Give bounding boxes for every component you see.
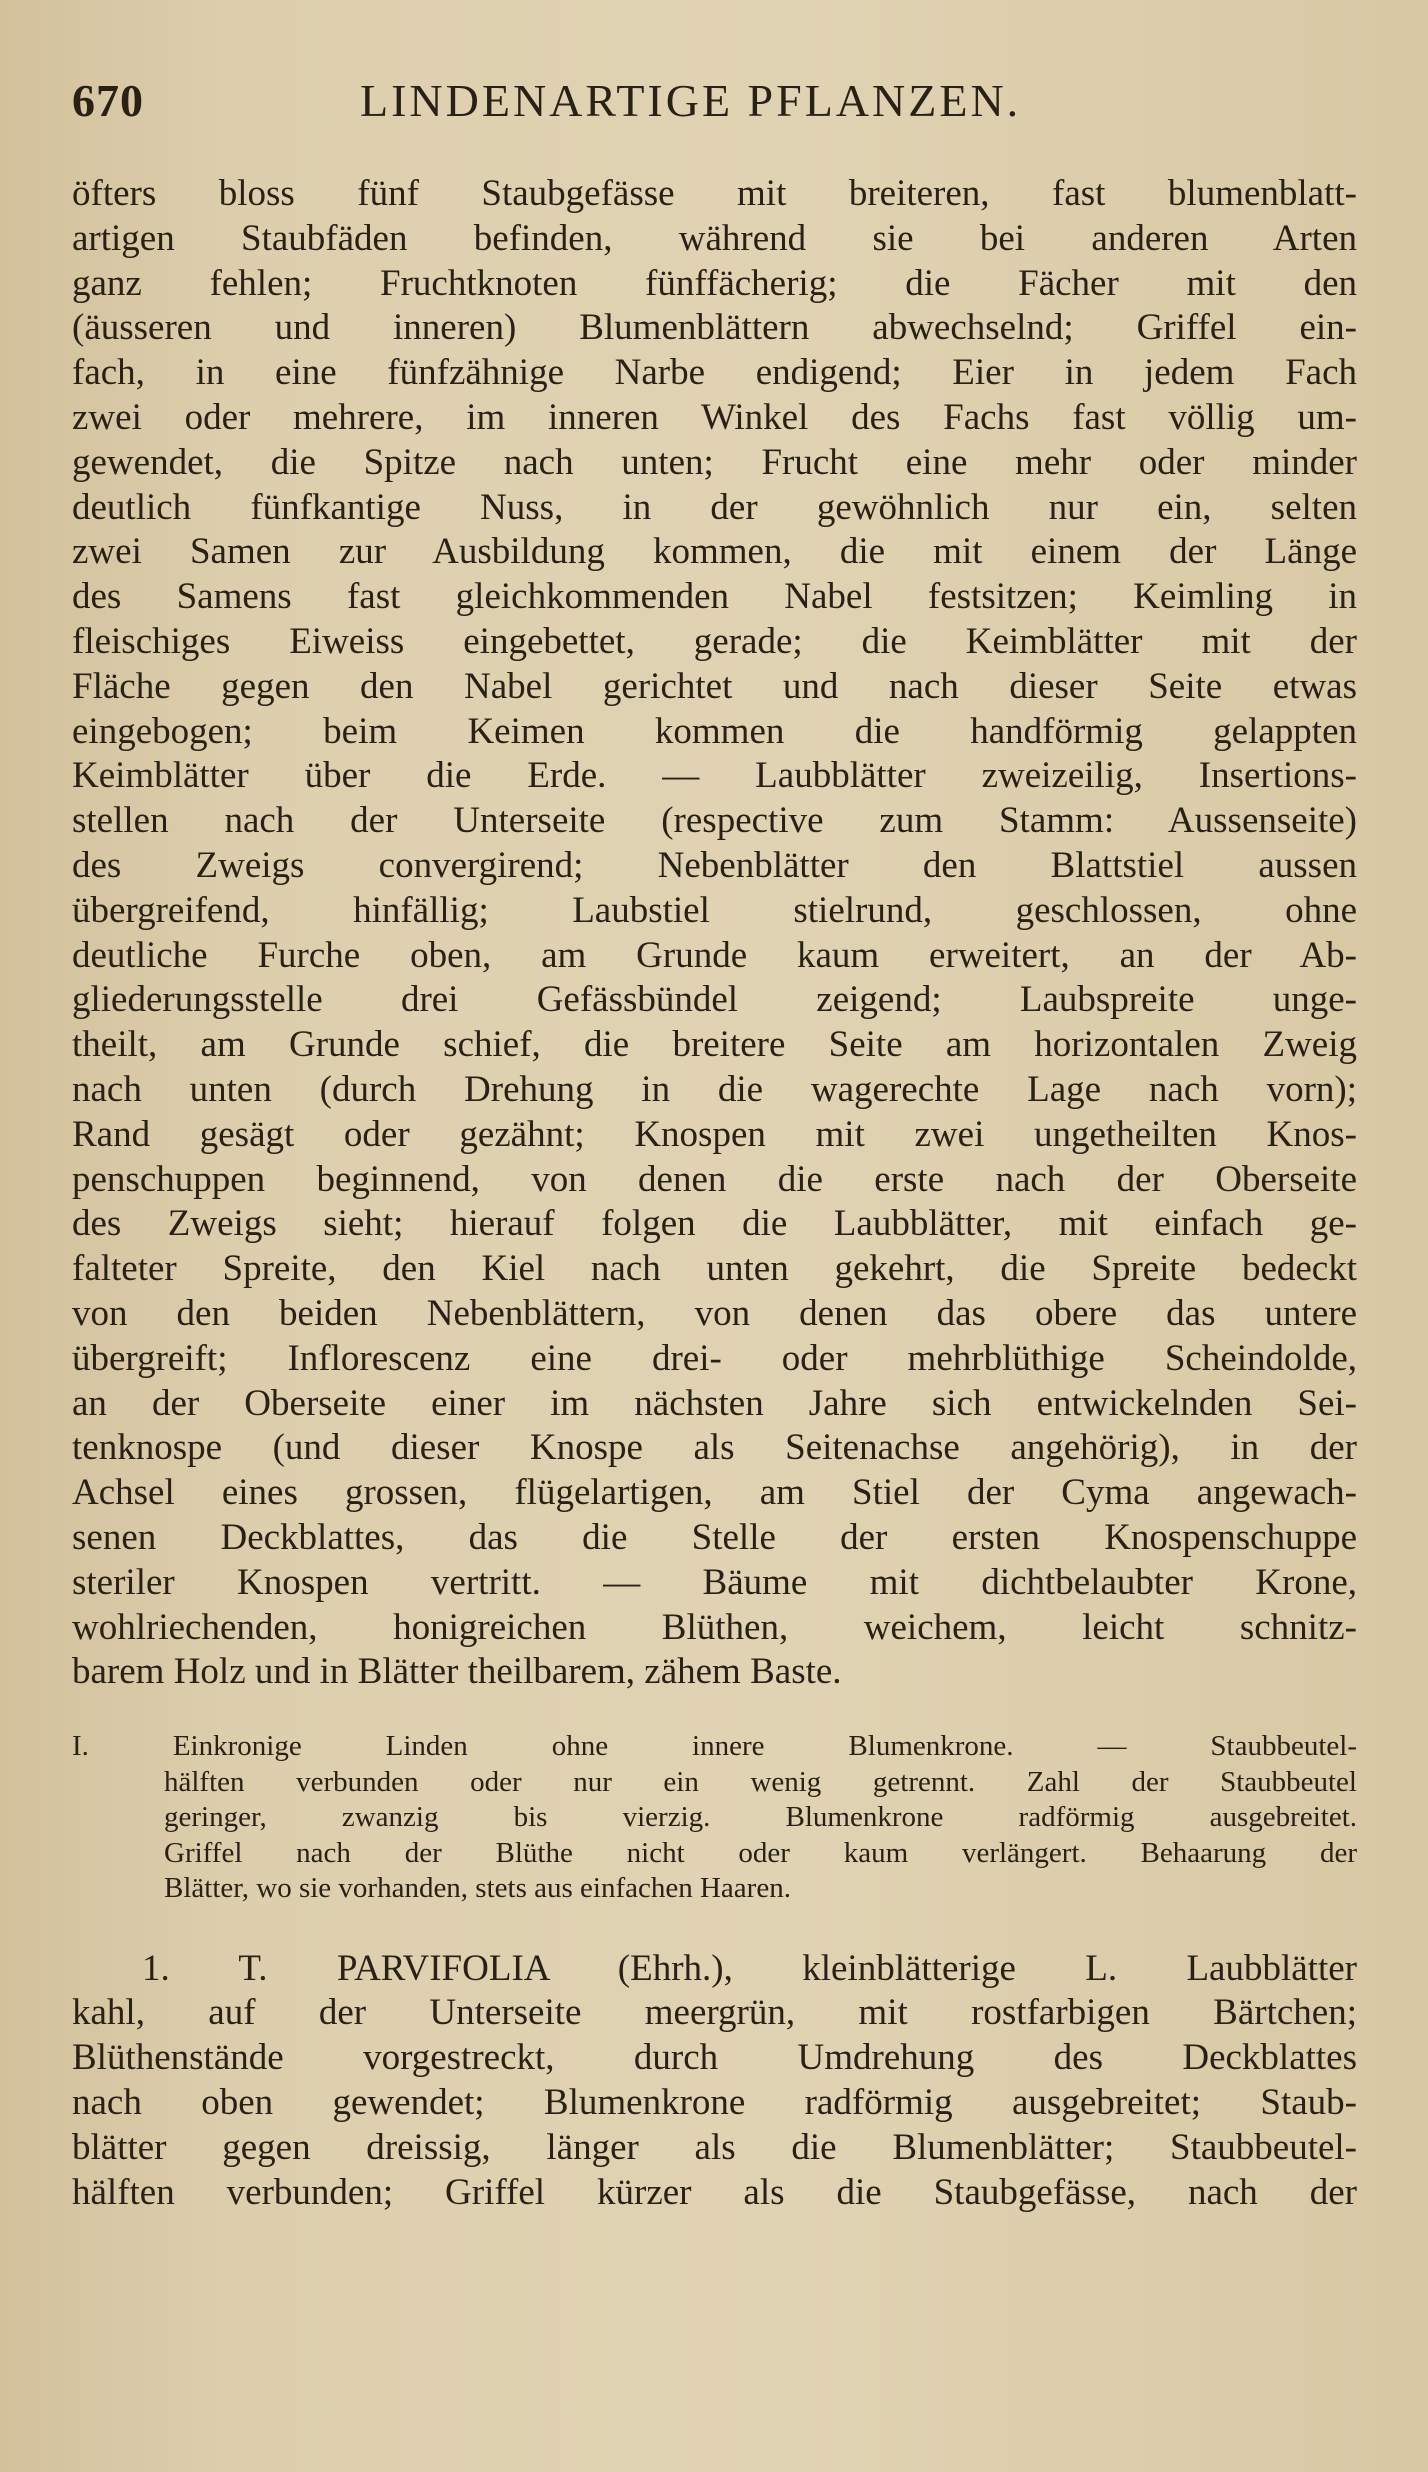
text-line: des Samens fast gleichkommenden Nabel festsitzen; Keimling in (72, 576, 1357, 618)
text-line: Rand gesägt oder gezähnt; Knospen mit zwei ungetheilten Knos- (72, 1113, 1357, 1155)
text-line: Keimblätter über die Erde. — Laubblätter zweizeilig, Insertions- (72, 755, 1357, 797)
text-line: theilt, am Grunde schief, die breitere Seite am horizontalen Zweig (72, 1024, 1357, 1066)
text-line: zwei Samen zur Ausbildung kommen, die mit einem der Länge (72, 531, 1357, 573)
text-line: artigen Staubfäden befinden, während sie bei anderen Arten (72, 217, 1357, 259)
page-header (72, 74, 1357, 134)
text-line: Fläche gegen den Nabel gerichtet und nach dieser Seite etwas (72, 665, 1357, 707)
text-line: tenknospe (und dieser Knospe als Seitenachse angehörig), in der (72, 1427, 1357, 1469)
page-number: 670 (72, 75, 144, 126)
species-line: nach oben gewendet; Blumenkrone radförmig ausgebreitet; Staub- (72, 2081, 1357, 2123)
section-one (72, 1729, 1357, 1907)
species-line: hälften verbunden; Griffel kürzer als die Staubgefässe, nach der (72, 2171, 1357, 2213)
text-line: öfters bloss fünf Staubgefässe mit breiteren, fast blumenblatt- (72, 173, 1357, 214)
text-line: übergreift; Inflorescenz eine drei- oder mehrblüthige Scheindolde, (72, 1337, 1357, 1379)
section-line: hälften verbunden oder nur ein wenig getrennt. Zahl der Staubbeutel (164, 1765, 1357, 1798)
text-line: Achsel eines grossen, flügelartigen, am Stiel der Cyma angewach- (72, 1472, 1357, 1514)
running-title: LINDENARTIGE PFLANZEN. (360, 75, 1022, 126)
species-line: kahl, auf der Unterseite meergrün, mit rostfarbigen Bärtchen; (72, 1992, 1357, 2034)
text-line: falteter Spreite, den Kiel nach unten gekehrt, die Spreite bedeckt (72, 1248, 1357, 1290)
text-line: stellen nach der Unterseite (respective zum Stamm: Aussenseite) (72, 800, 1357, 842)
text-line: penschuppen beginnend, von denen die erste nach der Oberseite (72, 1158, 1357, 1200)
section-line: Blätter, wo sie vorhanden, stets aus einfachen Haaren. (164, 1872, 791, 1905)
text-line: zwei oder mehrere, im inneren Winkel des Fachs fast völlig um- (72, 396, 1357, 438)
species-line: blätter gegen dreissig, länger als die Blumenblätter; Staubbeutel- (72, 2126, 1357, 2168)
section-line: Griffel nach der Blüthe nicht oder kaum verlängert. Behaarung der (164, 1836, 1357, 1869)
text-line: nach unten (durch Drehung in die wagerechte Lage nach vorn); (72, 1068, 1357, 1110)
text-line: deutliche Furche oben, am Grunde kaum erweitert, an der Ab- (72, 934, 1357, 976)
text-line: ganz fehlen; Fruchtknoten fünffächerig; die Fächer mit den (72, 262, 1357, 304)
main-paragraph (72, 172, 1357, 1695)
text-line: deutlich fünfkantige Nuss, in der gewöhnlich nur ein, selten (72, 486, 1357, 528)
text-line: von den beiden Nebenblättern, von denen das obere das untere (72, 1292, 1357, 1334)
text-line: gewendet, die Spitze nach unten; Frucht eine mehr oder minder (72, 441, 1357, 483)
text-line: eingebogen; beim Keimen kommen die handförmig gelappten (72, 710, 1357, 752)
body-text (72, 172, 1357, 2215)
section-line: I. Einkronige Linden ohne innere Blumenkrone. — Staubbeutel- (72, 1730, 1357, 1763)
species-line: Blüthenstände vorgestreckt, durch Umdrehung des Deckblattes (72, 2037, 1357, 2079)
text-line: steriler Knospen vertritt. — Bäume mit dichtbelaubter Krone, (72, 1561, 1357, 1603)
section-line: geringer, zwanzig bis vierzig. Blumenkrone radförmig ausgebreitet. (164, 1801, 1357, 1834)
text-line: des Zweigs convergirend; Nebenblätter den Blattstiel aussen (72, 844, 1357, 886)
text-line: barem Holz und in Blätter theilbarem, zähem Baste. (72, 1651, 842, 1693)
text-line: fach, in eine fünfzähnige Narbe endigend; Eier in jedem Fach (72, 352, 1357, 394)
text-line: (äusseren und inneren) Blumenblättern abwechselnd; Griffel ein- (72, 307, 1357, 349)
text-line: senen Deckblattes, das die Stelle der ersten Knospenschuppe (72, 1516, 1357, 1558)
text-line: wohlriechenden, honigreichen Blüthen, weichem, leicht schnitz- (72, 1606, 1357, 1648)
text-line: an der Oberseite einer im nächsten Jahre sich entwickelnden Sei- (72, 1382, 1357, 1424)
species-entry (72, 1947, 1357, 2216)
text-line: übergreifend, hinfällig; Laubstiel stielrund, geschlossen, ohne (72, 889, 1357, 931)
text-line: des Zweigs sieht; hierauf folgen die Laubblätter, mit einfach ge- (72, 1203, 1357, 1245)
text-line: gliederungsstelle drei Gefässbündel zeigend; Laubspreite unge- (72, 979, 1357, 1021)
text-line: fleischiges Eiweiss eingebettet, gerade; die Keimblätter mit der (72, 620, 1357, 662)
species-line: 1. T. PARVIFOLIA (Ehrh.), kleinblätterige L. Laubblätter (142, 1947, 1357, 1989)
